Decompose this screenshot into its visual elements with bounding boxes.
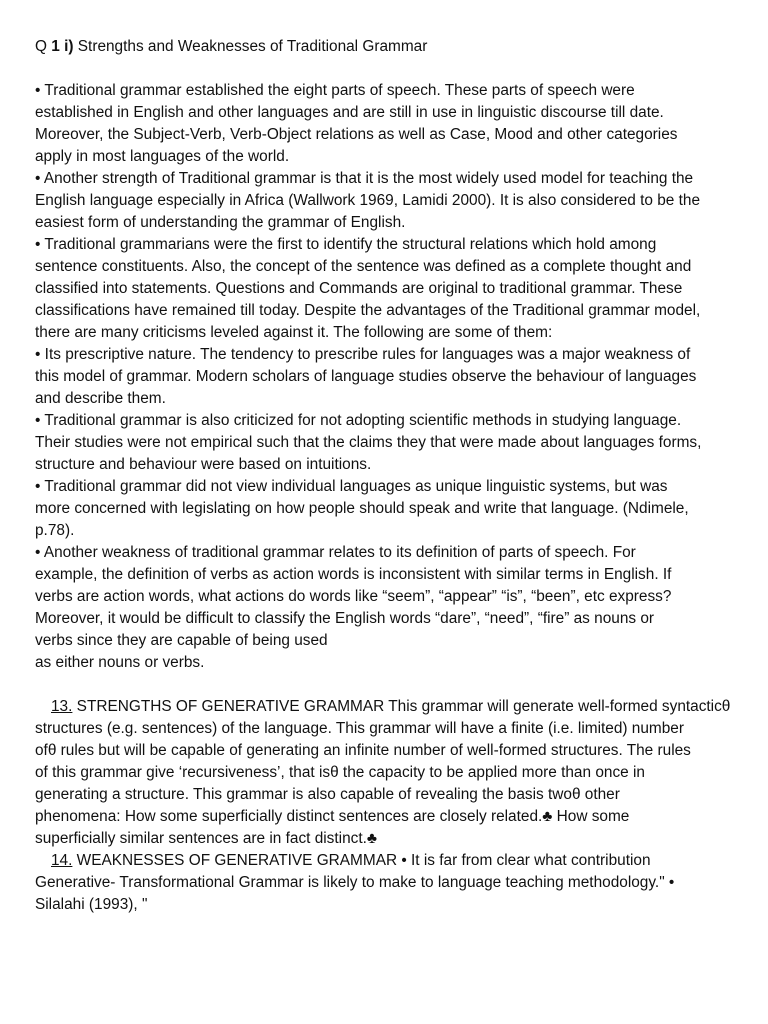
paragraph-line: superficially similar sentences are in fact distinct.♣: [35, 830, 377, 847]
blank-line: [35, 58, 747, 80]
title-number: 1 i): [51, 38, 74, 55]
paragraph-line: ofθ rules but will be capable of generating an infinite number of well-formed structures. The rules: [35, 742, 691, 759]
section-heading-line: [35, 696, 747, 718]
paragraph-line: this model of grammar. Modern scholars of language studies observe the behaviour of languages: [35, 368, 697, 385]
paragraph-line: English language especially in Africa (Wallwork 1969, Lamidi 2000). It is also considered to be the: [35, 192, 701, 209]
paragraph-line: Moreover, the Subject-Verb, Verb-Object relations as well as Case, Mood and other categories: [35, 126, 678, 143]
paragraph-line: • Traditional grammar did not view individual languages as unique linguistic systems, but was: [35, 478, 668, 495]
paragraph-line: classified into statements. Questions and Commands are original to traditional grammar. These: [35, 280, 683, 297]
paragraph-line: • Traditional grammar established the eight parts of speech. These parts of speech were: [35, 82, 635, 99]
paragraph-line: as either nouns or verbs.: [35, 654, 205, 671]
paragraph-line: • Traditional grammarians were the first to identify the structural relations which hold among: [35, 236, 657, 253]
paragraph-line: of this grammar give ‘recursiveness’, that isθ the capacity to be applied more than once in: [35, 764, 645, 781]
generative-weaknesses-section: [35, 850, 747, 916]
paragraph-line: and describe them.: [35, 390, 166, 407]
paragraph-line: established in English and other languages and are still in use in linguistic discourse till date.: [35, 104, 664, 121]
paragraph-line: • Another weakness of traditional grammar relates to its definition of parts of speech. For: [35, 544, 636, 561]
section-number: 14.: [51, 852, 73, 869]
paragraph-line: easiest form of understanding the grammar of English.: [35, 214, 406, 231]
paragraph-line: there are many criticisms leveled against it. The following are some of them:: [35, 324, 553, 341]
section-heading-line: [35, 850, 747, 872]
blank-line: [35, 674, 747, 696]
paragraph-line: Generative- Transformational Grammar is likely to make to language teaching methodology." •: [35, 874, 675, 891]
paragraph-line: p.78).: [35, 522, 75, 539]
paragraph-line: generating a structure. This grammar is also capable of revealing the basis twoθ other: [35, 786, 620, 803]
paragraph-line: phenomena: How some superficially distinct sentences are closely related.♣ How some: [35, 808, 630, 825]
paragraph-line: more concerned with legislating on how people should speak and write that language. (Ndimele,: [35, 500, 689, 517]
paragraph-line: apply in most languages of the world.: [35, 148, 290, 165]
paragraph-line: verbs are action words, what actions do words like “seem”, “appear” “is”, “been”, etc express?: [35, 588, 672, 605]
paragraph-line: Their studies were not empirical such that the claims they that were made about languages forms,: [35, 434, 702, 451]
paragraph-line: • Traditional grammar is also criticized for not adopting scientific methods in studying language.: [35, 412, 682, 429]
traditional-grammar-section: [35, 80, 747, 674]
generative-strengths-section: [35, 696, 747, 850]
paragraph-line: example, the definition of verbs as action words is inconsistent with similar terms in English. If: [35, 566, 672, 583]
document-page: [35, 36, 747, 916]
paragraph-line: verbs since they are capable of being used: [35, 632, 328, 649]
paragraph-line: • Another strength of Traditional grammar is that it is the most widely used model for teaching the: [35, 170, 694, 187]
paragraph-line: classifications have remained till today. Despite the advantages of the Traditional grammar model,: [35, 302, 701, 319]
paragraph-line: • Its prescriptive nature. The tendency to prescribe rules for languages was a major weakness of: [35, 346, 691, 363]
paragraph-line: Silalahi (1993), ": [35, 896, 148, 913]
title-prefix: Q: [35, 38, 52, 55]
paragraph-line: structures (e.g. sentences) of the language. This grammar will have a finite (i.e. limited) number: [35, 720, 684, 737]
title-text: Strengths and Weaknesses of Traditional Grammar: [73, 38, 428, 55]
section-heading-text: WEAKNESSES OF GENERATIVE GRAMMAR • It is far from clear what contribution: [72, 852, 651, 869]
paragraph-line: structure and behaviour were based on intuitions.: [35, 456, 372, 473]
paragraph-line: Moreover, it would be difficult to classify the English words “dare”, “need”, “fire” as nouns or: [35, 610, 655, 627]
document-title: [35, 36, 747, 58]
section-number: 13.: [51, 698, 73, 715]
paragraph-line: sentence constituents. Also, the concept of the sentence was defined as a complete thought and: [35, 258, 692, 275]
section-heading-text: STRENGTHS OF GENERATIVE GRAMMAR This grammar will generate well-formed syntacticθ: [72, 698, 731, 715]
